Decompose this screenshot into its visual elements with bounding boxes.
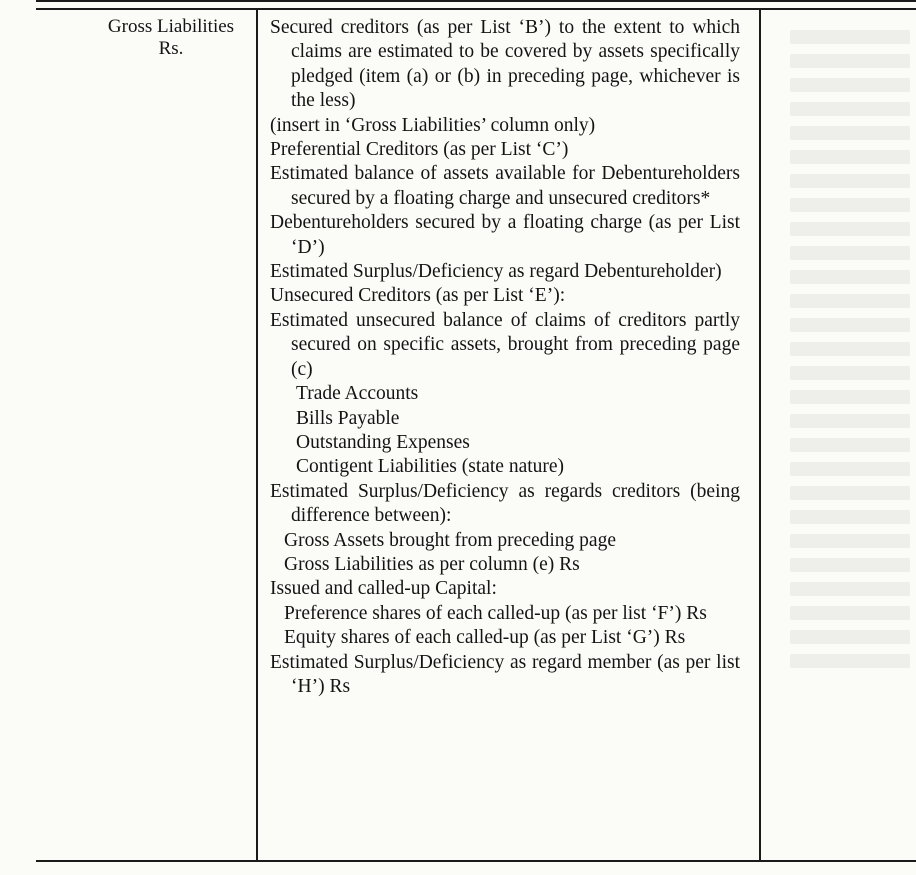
table-bottom-border xyxy=(36,860,916,862)
surplus-debentureholder-entry: Estimated Surplus/Deficiency as regard Debentureholder) xyxy=(270,261,722,283)
outstanding-expenses-item: Outstanding Expenses xyxy=(296,431,470,453)
unsecured-creditors-entry: Unsecured Creditors (as per List ‘E’): xyxy=(270,285,566,307)
preference-shares-item: Preference shares of each called-up (as per list ‘F’) Rs xyxy=(284,602,707,624)
debentureholders-entry: Debentureholders secured by a floating charge (as per List ‘D’) xyxy=(270,212,740,258)
estimated-balance-entry: Estimated balance of assets available for Debentureholders secured by a floating charge and unsecured creditors* xyxy=(270,163,740,209)
bills-payable-item: Bills Payable xyxy=(296,407,400,429)
table-top-border xyxy=(36,8,916,10)
surplus-creditors-entry: Estimated Surplus/Deficiency as regards creditors (being difference between): xyxy=(270,480,740,527)
liabilities-list xyxy=(270,16,740,699)
column-label-unit: Rs. xyxy=(158,38,184,59)
unsecured-balance-entry: Estimated unsecured balance of claims of creditors partly secured on specific assets, brought from preceding page (c) xyxy=(270,309,740,380)
gross-assets-item: Gross Assets brought from preceding page xyxy=(284,529,616,551)
column-divider-right xyxy=(759,9,761,861)
bleed-through-shadow xyxy=(790,20,910,700)
column-label-title: Gross Liabilities xyxy=(107,16,235,37)
trade-accounts-item: Trade Accounts xyxy=(296,383,419,405)
insert-note: (insert in ‘Gross Liabilities’ column only) xyxy=(270,114,596,136)
contigent-liabilities-item: Contigent Liabilities (state nature) xyxy=(296,456,565,478)
gross-liabilities-item: Gross Liabilities as per column (e) Rs xyxy=(284,553,580,575)
surplus-member-entry: Estimated Surplus/Deficiency as regard member (as per list ‘H’) Rs xyxy=(270,651,740,697)
capital-heading: Issued and called-up Capital: xyxy=(270,578,497,600)
top-rule xyxy=(36,0,916,2)
gross-liabilities-column-label xyxy=(86,16,256,60)
column-divider-left xyxy=(256,9,258,861)
preferential-creditors-entry: Preferential Creditors (as per List ‘C’) xyxy=(270,139,569,161)
secured-creditors-entry: Secured creditors (as per List ‘B’) to the extent to which claims are estimated to be covered by assets specifically pledged (item (a) or (b) in preceding page, whichever is the less) xyxy=(270,17,740,112)
equity-shares-item: Equity shares of each called-up (as per List ‘G’) Rs xyxy=(284,627,686,649)
